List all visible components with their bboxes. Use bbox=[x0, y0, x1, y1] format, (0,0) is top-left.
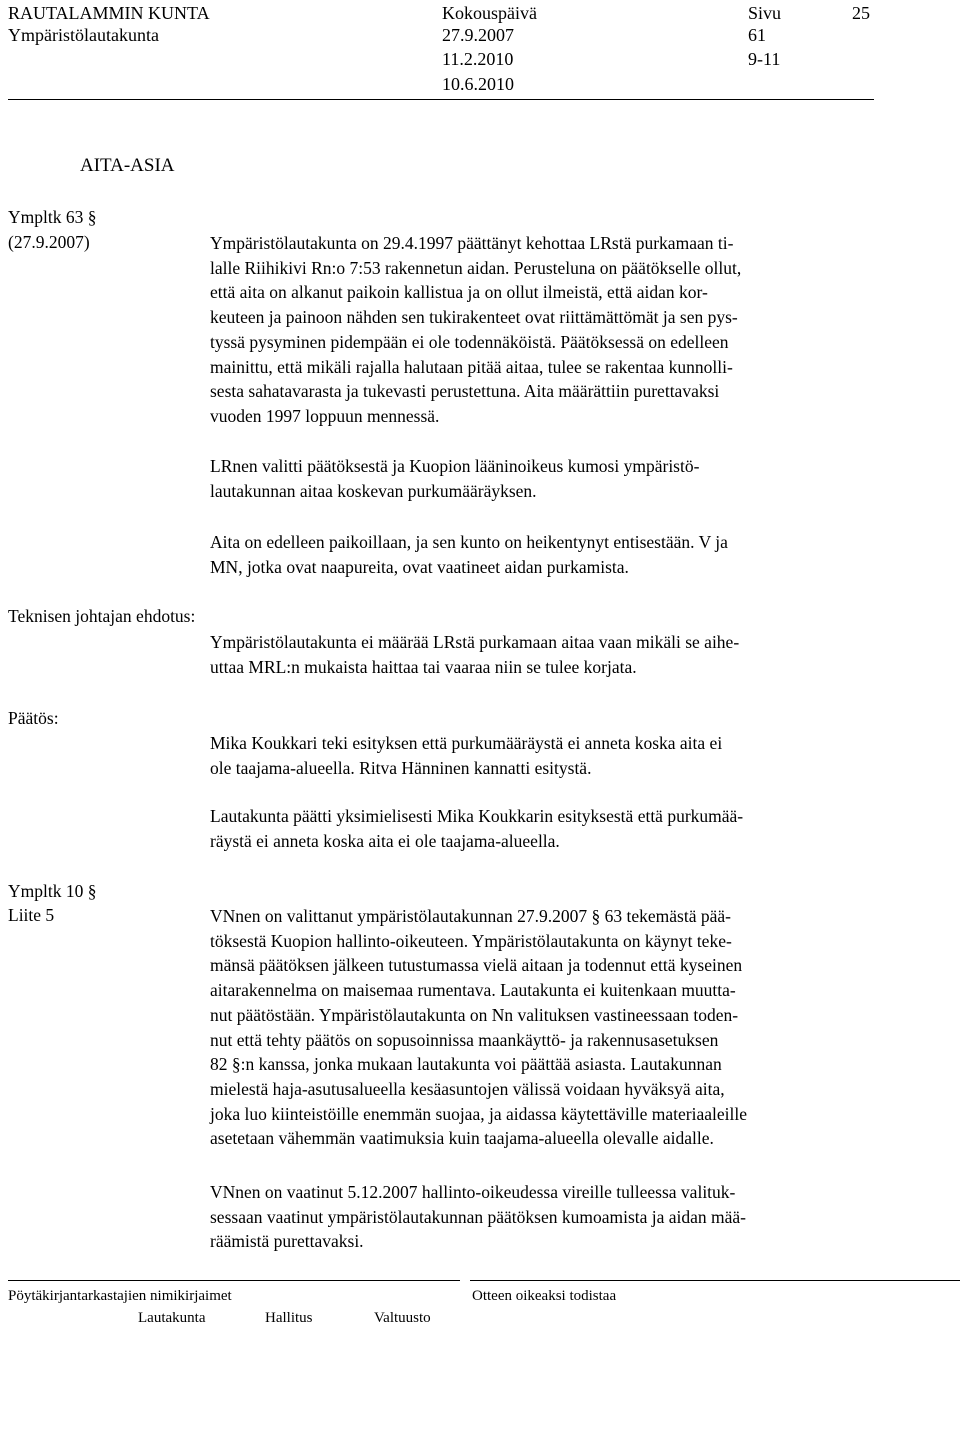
text-line: mänsä päätöksen jälkeen tutustumassa vielä aitaan ja todennut että kyseinen bbox=[210, 955, 743, 976]
page-number: 25 bbox=[852, 3, 870, 23]
case-reference: Ympltk 63 § bbox=[8, 207, 97, 227]
text-line: mainittu, että mikäli rajalla halutaan pitää aitaa, tulee se rakentaa kunnolli- bbox=[210, 356, 733, 377]
text-line: VNnen on valittanut ympäristölautakunnan 27.9.2007 § 63 tekemästä pää- bbox=[210, 906, 731, 926]
text-line: lalle Riihikivi Rn:o 7:53 rakennetun aidan. Perusteluna on päätökselle ollut, bbox=[210, 257, 742, 278]
text-line: sessaan vaatinut ympäristölautakunnan päätöksen kumoamista ja aidan mää- bbox=[210, 1206, 747, 1227]
municipality-name: RAUTALAMMIN KUNTA bbox=[8, 3, 210, 23]
current-status-paragraph bbox=[210, 530, 875, 579]
text-line: nut päätöstään. Ympäristölautakunta on Nn valituksen vastineessaan toden- bbox=[210, 1004, 739, 1025]
footer-body-government: Hallitus bbox=[265, 1310, 313, 1326]
header-rule bbox=[8, 99, 874, 100]
text-line: räystä ei anneta koska aita ei ole taajama-alueella. bbox=[210, 830, 560, 851]
appeal-claim-paragraph bbox=[210, 1180, 875, 1254]
section-number: 61 bbox=[748, 25, 766, 45]
text-line: VNnen on vaatinut 5.12.2007 hallinto-oikeudessa vireille tulleessa valituk- bbox=[210, 1182, 736, 1202]
text-line: Lautakunta päätti yksimielisesti Mika Koukkarin esityksestä että purkumää- bbox=[210, 806, 744, 826]
text-line: Aita on edelleen paikoillaan, ja sen kunto on heikentynyt entisestään. V ja bbox=[210, 532, 728, 552]
section-number: 9-11 bbox=[748, 49, 781, 69]
footer-body-board: Lautakunta bbox=[138, 1310, 206, 1326]
text-line: lautakunnan aitaa koskevan purkumääräyksen. bbox=[210, 480, 537, 501]
case-title: AITA-ASIA bbox=[80, 155, 175, 176]
case-reference: Ympltk 10 § bbox=[8, 881, 97, 901]
attachment-label: Liite 5 bbox=[8, 905, 55, 925]
text-line: nut että tehty päätös on sopusoinnissa maankäyttö- ja rakennusasetuksen bbox=[210, 1029, 719, 1050]
text-line: Mika Koukkari teki esityksen että purkumääräystä ei anneta koska aita ei bbox=[210, 733, 723, 753]
meeting-date: 11.2.2010 bbox=[442, 49, 514, 69]
text-line: MN, jotka ovat naapureita, ovat vaatineet aidan purkamista. bbox=[210, 556, 629, 577]
text-line: sesta sahatavarasta ja tukevasti perustettuna. Aita määrättiin purettavaksi bbox=[210, 381, 720, 402]
text-line: Ympäristölautakunta ei määrää LRstä purkamaan aitaa vaan mikäli se aihe- bbox=[210, 632, 740, 652]
text-line: mielestä haja-asutusalueella kesäasuntojen välissä voidaan hyväksyä aita, bbox=[210, 1078, 725, 1099]
text-line: LRnen valitti päätöksestä ja Kuopion lääninoikeus kumosi ympäristö- bbox=[210, 456, 700, 476]
decision-paragraph bbox=[210, 804, 875, 853]
text-line: joka luo kiinteistöille enemmän suojaa, ja aidassa käytettäville materiaaleille bbox=[210, 1103, 747, 1124]
text-line: tyssä pysyminen pidempään ei ole todennäköistä. Päätöksessä on edelleen bbox=[210, 331, 729, 352]
text-line: keuteen ja painoon nähden sen tukirakenteet ovat riittämättömät ja sen pys- bbox=[210, 307, 738, 328]
footer-body-council: Valtuusto bbox=[374, 1310, 431, 1326]
background-paragraph bbox=[210, 231, 875, 429]
proposal-label: Teknisen johtajan ehdotus: bbox=[8, 606, 196, 626]
footer-rule-left bbox=[8, 1280, 460, 1281]
meeting-date: 27.9.2007 bbox=[442, 25, 514, 45]
text-line: että aita on alkanut paikoin kallistua ja on ollut ilmeistä, että aidan kor- bbox=[210, 282, 708, 303]
appeal-paragraph bbox=[210, 454, 875, 503]
text-line: töksestä Kuopion hallinto-oikeuteen. Ympäristölautakunta on käynyt teke- bbox=[210, 930, 732, 951]
footer-rule-right bbox=[470, 1280, 960, 1281]
decision-label: Päätös: bbox=[8, 708, 59, 728]
text-line: aitarakennelma on maisemaa rumentava. Lautakunta ei kuitenkaan muutta- bbox=[210, 980, 736, 1001]
signatures-label: Pöytäkirjantarkastajien nimikirjaimet bbox=[8, 1288, 232, 1304]
text-line: 82 §:n kanssa, jonka mukaan lautakunta voi päättää asiasta. Lautakunnan bbox=[210, 1054, 722, 1075]
text-line: vuoden 1997 loppuun mennessä. bbox=[210, 405, 440, 426]
proposal-text bbox=[210, 630, 875, 679]
text-line: ole taajama-alueella. Ritva Hänninen kannatti esitystä. bbox=[210, 757, 592, 778]
text-line: räämistä purettavaksi. bbox=[210, 1231, 364, 1252]
committee-name: Ympäristölautakunta bbox=[8, 25, 159, 45]
text-line: asetetaan vähemmän vaatimuksia kuin taajama-alueella olevalle aidalle. bbox=[210, 1128, 714, 1149]
case-reference-date: (27.9.2007) bbox=[8, 232, 90, 252]
certified-copy-label: Otteen oikeaksi todistaa bbox=[472, 1288, 617, 1304]
text-line: uttaa MRL:n mukaista haittaa tai vaaraa niin se tulee korjata. bbox=[210, 656, 637, 677]
meeting-date: 10.6.2010 bbox=[442, 74, 514, 94]
meeting-date-label: Kokouspäivä bbox=[442, 3, 537, 23]
page-label: Sivu bbox=[748, 3, 782, 23]
text-line: Ympäristölautakunta on 29.4.1997 päättänyt kehottaa LRstä purkamaan ti- bbox=[210, 233, 734, 253]
decision-paragraph bbox=[210, 731, 875, 780]
appeal-history-paragraph bbox=[210, 904, 875, 1151]
